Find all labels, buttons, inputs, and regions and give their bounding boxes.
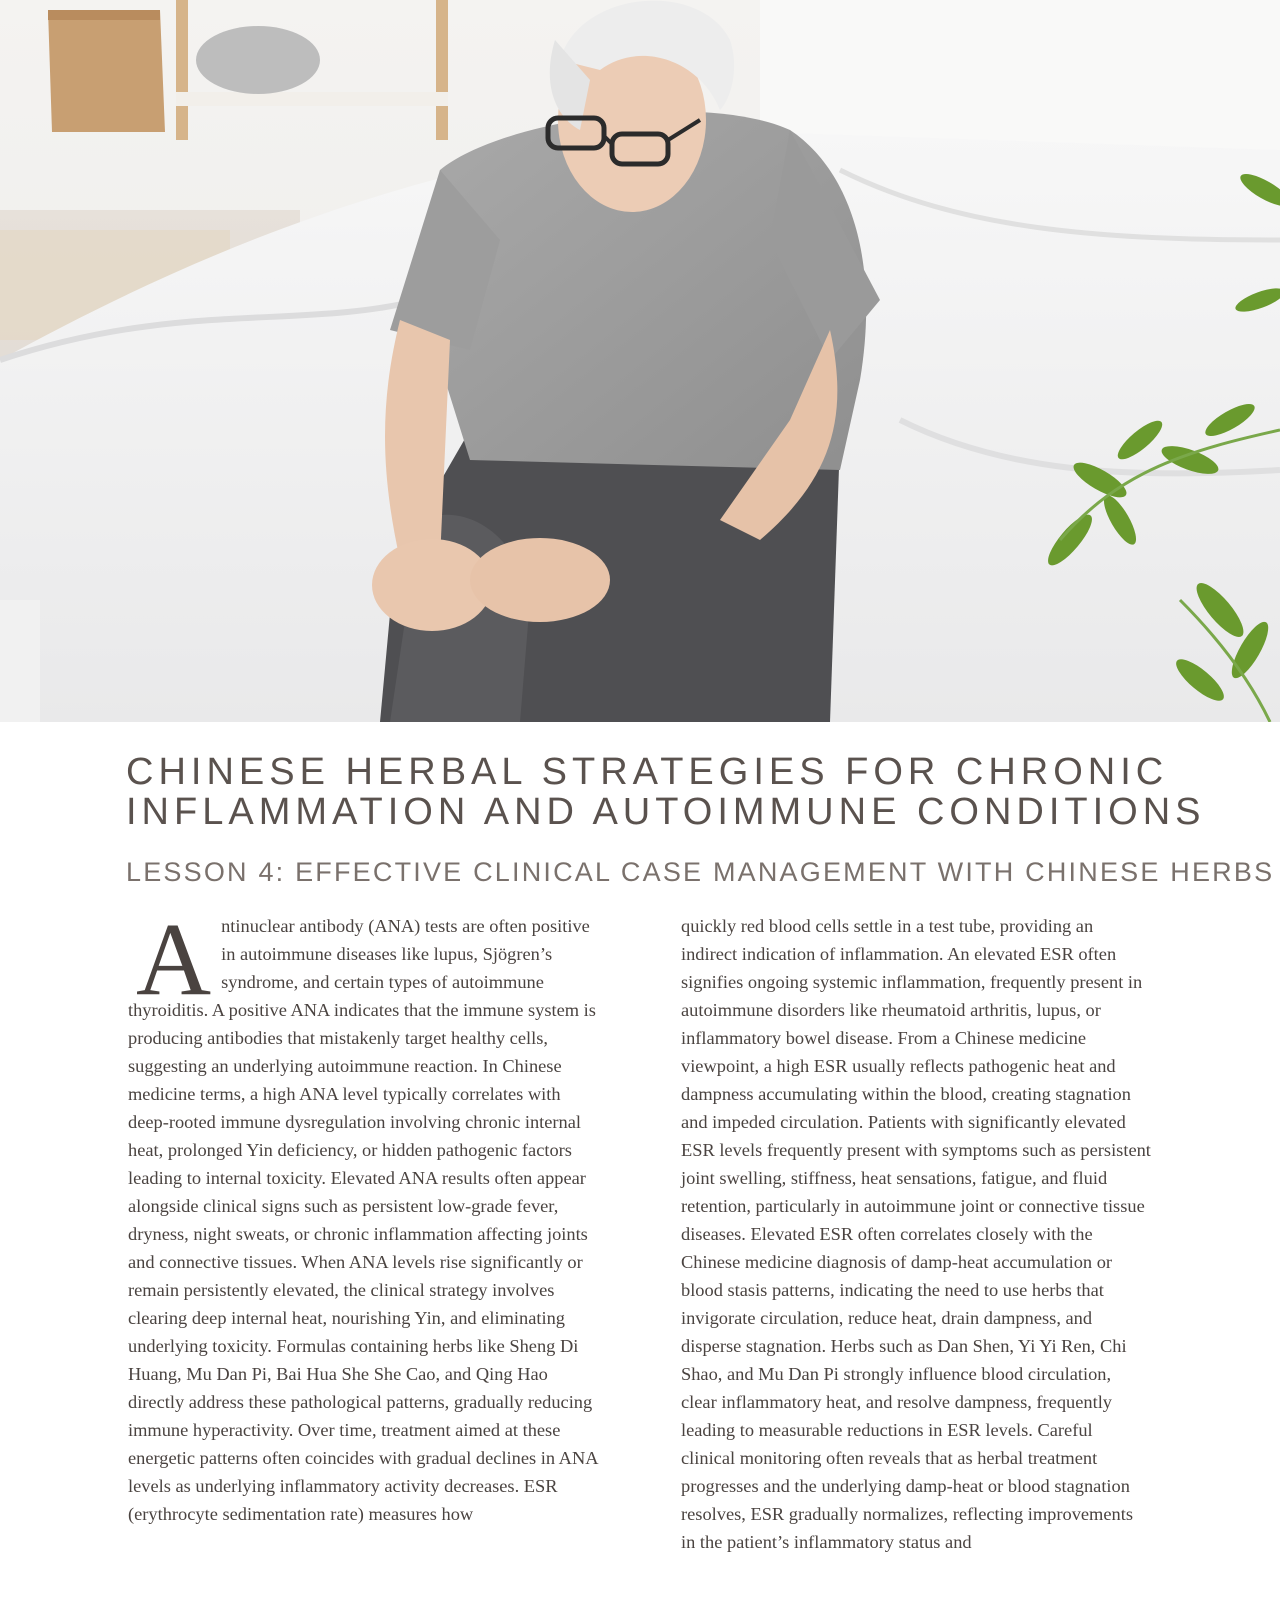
hero-photo (0, 0, 1280, 722)
article-column-left (128, 902, 598, 1528)
lesson-subtitle: LESSON 4: EFFECTIVE CLINICAL CASE MANAGEMENT WITH CHINESE HERBS (126, 857, 1275, 887)
article-column-right (681, 912, 1151, 1556)
drop-cap: A (136, 902, 212, 1017)
left-column-text: ntinuclear antibody (ANA) tests are often positive in autoimmune diseases like lupus, Sjögren’s syndrome, and certain types of autoimmune thyroiditis. A positive ANA indicates that the immune system is producing antibodies that mistakenly target healthy cells, suggesting an underlying autoimmune reaction. In Chinese medicine terms, a high ANA level typically correlates with deep-rooted immune dysregulation involving chronic internal heat, prolonged Yin deficiency, or hidden pathogenic factors leading to internal toxicity. Elevated ANA results often appear alongside clinical signs such as persistent low-grade fever, dryness, night sweats, or chronic inflammation affecting joints and connective tissues. When ANA levels rise significantly or remain persistently elevated, the clinical strategy involves clearing deep internal heat, nourishing Yin, and eliminating underlying toxicity. Formulas containing herbs like Sheng Di Huang, Mu Dan Pi, Bai Hua She She Cao, and Qing Hao directly address these pathological patterns, gradually reducing immune hyperactivity. Over time, treatment aimed at these energetic patterns often coincides with gradual declines in ANA levels as underlying inflammatory activity decreases. ESR (erythrocyte sedimentation rate) measures how (128, 916, 598, 1524)
title-line-1: CHINESE HERBAL STRATEGIES FOR CHRONIC (126, 751, 1169, 793)
right-column-text: quickly red blood cells settle in a test tube, providing an indirect indication of inflammation. An elevated ESR often signifies ongoing systemic inflammation, frequently present in autoimmune disorders like rheumatoid arthritis, lupus, or inflammatory bowel disease. From a Chinese medicine viewpoint, a high ESR usually reflects pathogenic heat and dampness accumulating within the blood, creating stagnation and impeded circulation. Patients with significantly elevated ESR levels frequently present with symptoms such as persistent joint swelling, stiffness, heat sensations, fatigue, and fluid retention, particularly in autoimmune joint or connective tissue diseases. Elevated ESR often correlates closely with the Chinese medicine diagnosis of damp-heat accumulation or blood stasis patterns, indicating the need to use herbs that invigorate circulation, reduce heat, drain dampness, and disperse stagnation. Herbs such as Dan Shen, Yi Yi Ren, Chi Shao, and Mu Dan Pi strongly influence blood circulation, clear inflammatory heat, and resolve dampness, frequently leading to measurable reductions in ESR levels. Careful clinical monitoring often reveals that as herbal treatment progresses and the underlying damp-heat or blood stagnation resolves, ESR gradually normalizes, reflecting improvements in the patient’s inflammatory status and (681, 916, 1151, 1552)
page-title (126, 752, 1226, 832)
hero-illustration (0, 0, 1280, 722)
title-line-2: INFLAMMATION AND AUTOIMMUNE CONDITIONS (126, 791, 1206, 833)
